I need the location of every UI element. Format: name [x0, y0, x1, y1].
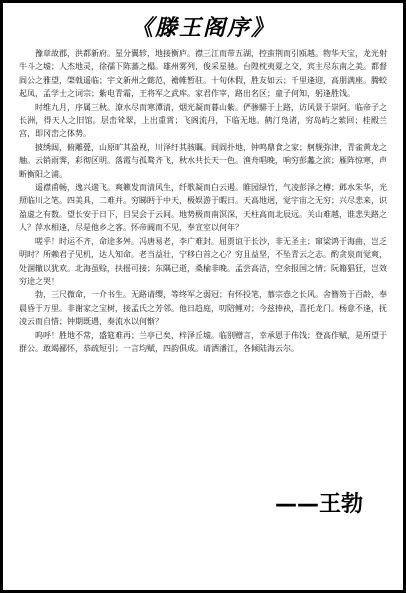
paragraph: 勃，三尺微命，一介书生。无路请缨，等终军之弱冠；有怀投笔，慕宗悫之长风。舍簪笏于百龄，奉晨昏于万里。非谢家之宝树，接孟氏之芳邻。他日趋庭，叨陪鲤对；今兹捧袂，喜托龙门。杨意不逢，抚凌云而自惜；钟期既遇，奏流水以何惭？	[19, 290, 387, 327]
paragraph: 嗟乎！时运不齐，命途多舛。冯唐易老，李广难封。屈贾谊于长沙，非无圣主；窜梁鸿于海曲，岂乏明时？所赖君子见机，达人知命。老当益壮，宁移白首之心？穷且益坚，不坠青云之志。酌贪泉而觉爽，处涸辙以犹欢。北海虽赊，扶摇可接；东隅已逝，桑榆非晚。孟尝高洁，空余报国之情；阮籍猖狂，岂效穷途之哭！	[19, 236, 387, 286]
paragraph: 豫章故郡，洪都新府。星分翼轸，地接衡庐。襟三江而带五湖，控蛮荆而引瓯越。物华天宝，龙光射牛斗之墟；人杰地灵，徐孺下陈蕃之榻。雄州雾列，俊采星驰。台隍枕夷夏之交，宾主尽东南之美。都督阎公之雅望，棨戟遥临；宇文新州之懿范，襜帷暂驻。十旬休假，胜友如云；千里逢迎，高朋满座。腾蛟起凤，孟学士之词宗；紫电青霜，王将军之武库。家君作宰，路出名区；童子何知，躬逢胜饯。	[19, 49, 387, 99]
paragraph: 遥襟甫畅，逸兴遄飞。爽籁发而清风生，纤歌凝而白云遏。睢园绿竹，气凌彭泽之樽；邺水朱华，光照临川之笔。四美具，二难并。穷睇眄于中天，极娱游于暇日。天高地迥，觉宇宙之无穷；兴尽悲来，识盈虚之有数。望长安于日下，目吴会于云间。地势极而南溟深，天柱高而北辰远。关山难越，谁悲失路之人？萍水相逢，尽是他乡之客。怀帝阍而不见，奉宣室以何年？	[19, 183, 387, 233]
essay-body	[19, 47, 387, 465]
paragraph: 披绣闼，俯雕甍，山原旷其盈视，川泽纡其骇瞩。闾阎扑地，钟鸣鼎食之家；舸舰弥津，青雀黄龙之舳。云销雨霁，彩彻区明。落霞与孤鹜齐飞，秋水共长天一色。渔舟唱晚，响穷彭蠡之滨；雁阵惊寒，声断衡阳之浦。	[19, 142, 387, 179]
paragraph: 呜呼！胜地不常，盛筵难再；兰亭已矣，梓泽丘墟。临别赠言，幸承恩于伟饯；登高作赋，是所望于群公。敢竭鄙怀，恭疏短引；一言均赋，四韵俱成。请洒潘江，各倾陆海云尔。	[19, 330, 387, 353]
essay-title: 《滕王阁序》	[130, 16, 275, 41]
author-signature: ——王勃	[274, 492, 363, 517]
paragraph: 时维九月，序属三秋。潦水尽而寒潭清，烟光凝而暮山紫。俨骖騑于上路，访风景于崇阿。临帝子之长洲，得天人之旧馆。层峦耸翠，上出重霄；飞阁流丹，下临无地。鹤汀凫渚，穷岛屿之萦回；桂殿兰宫，即冈峦之体势。	[19, 102, 387, 139]
